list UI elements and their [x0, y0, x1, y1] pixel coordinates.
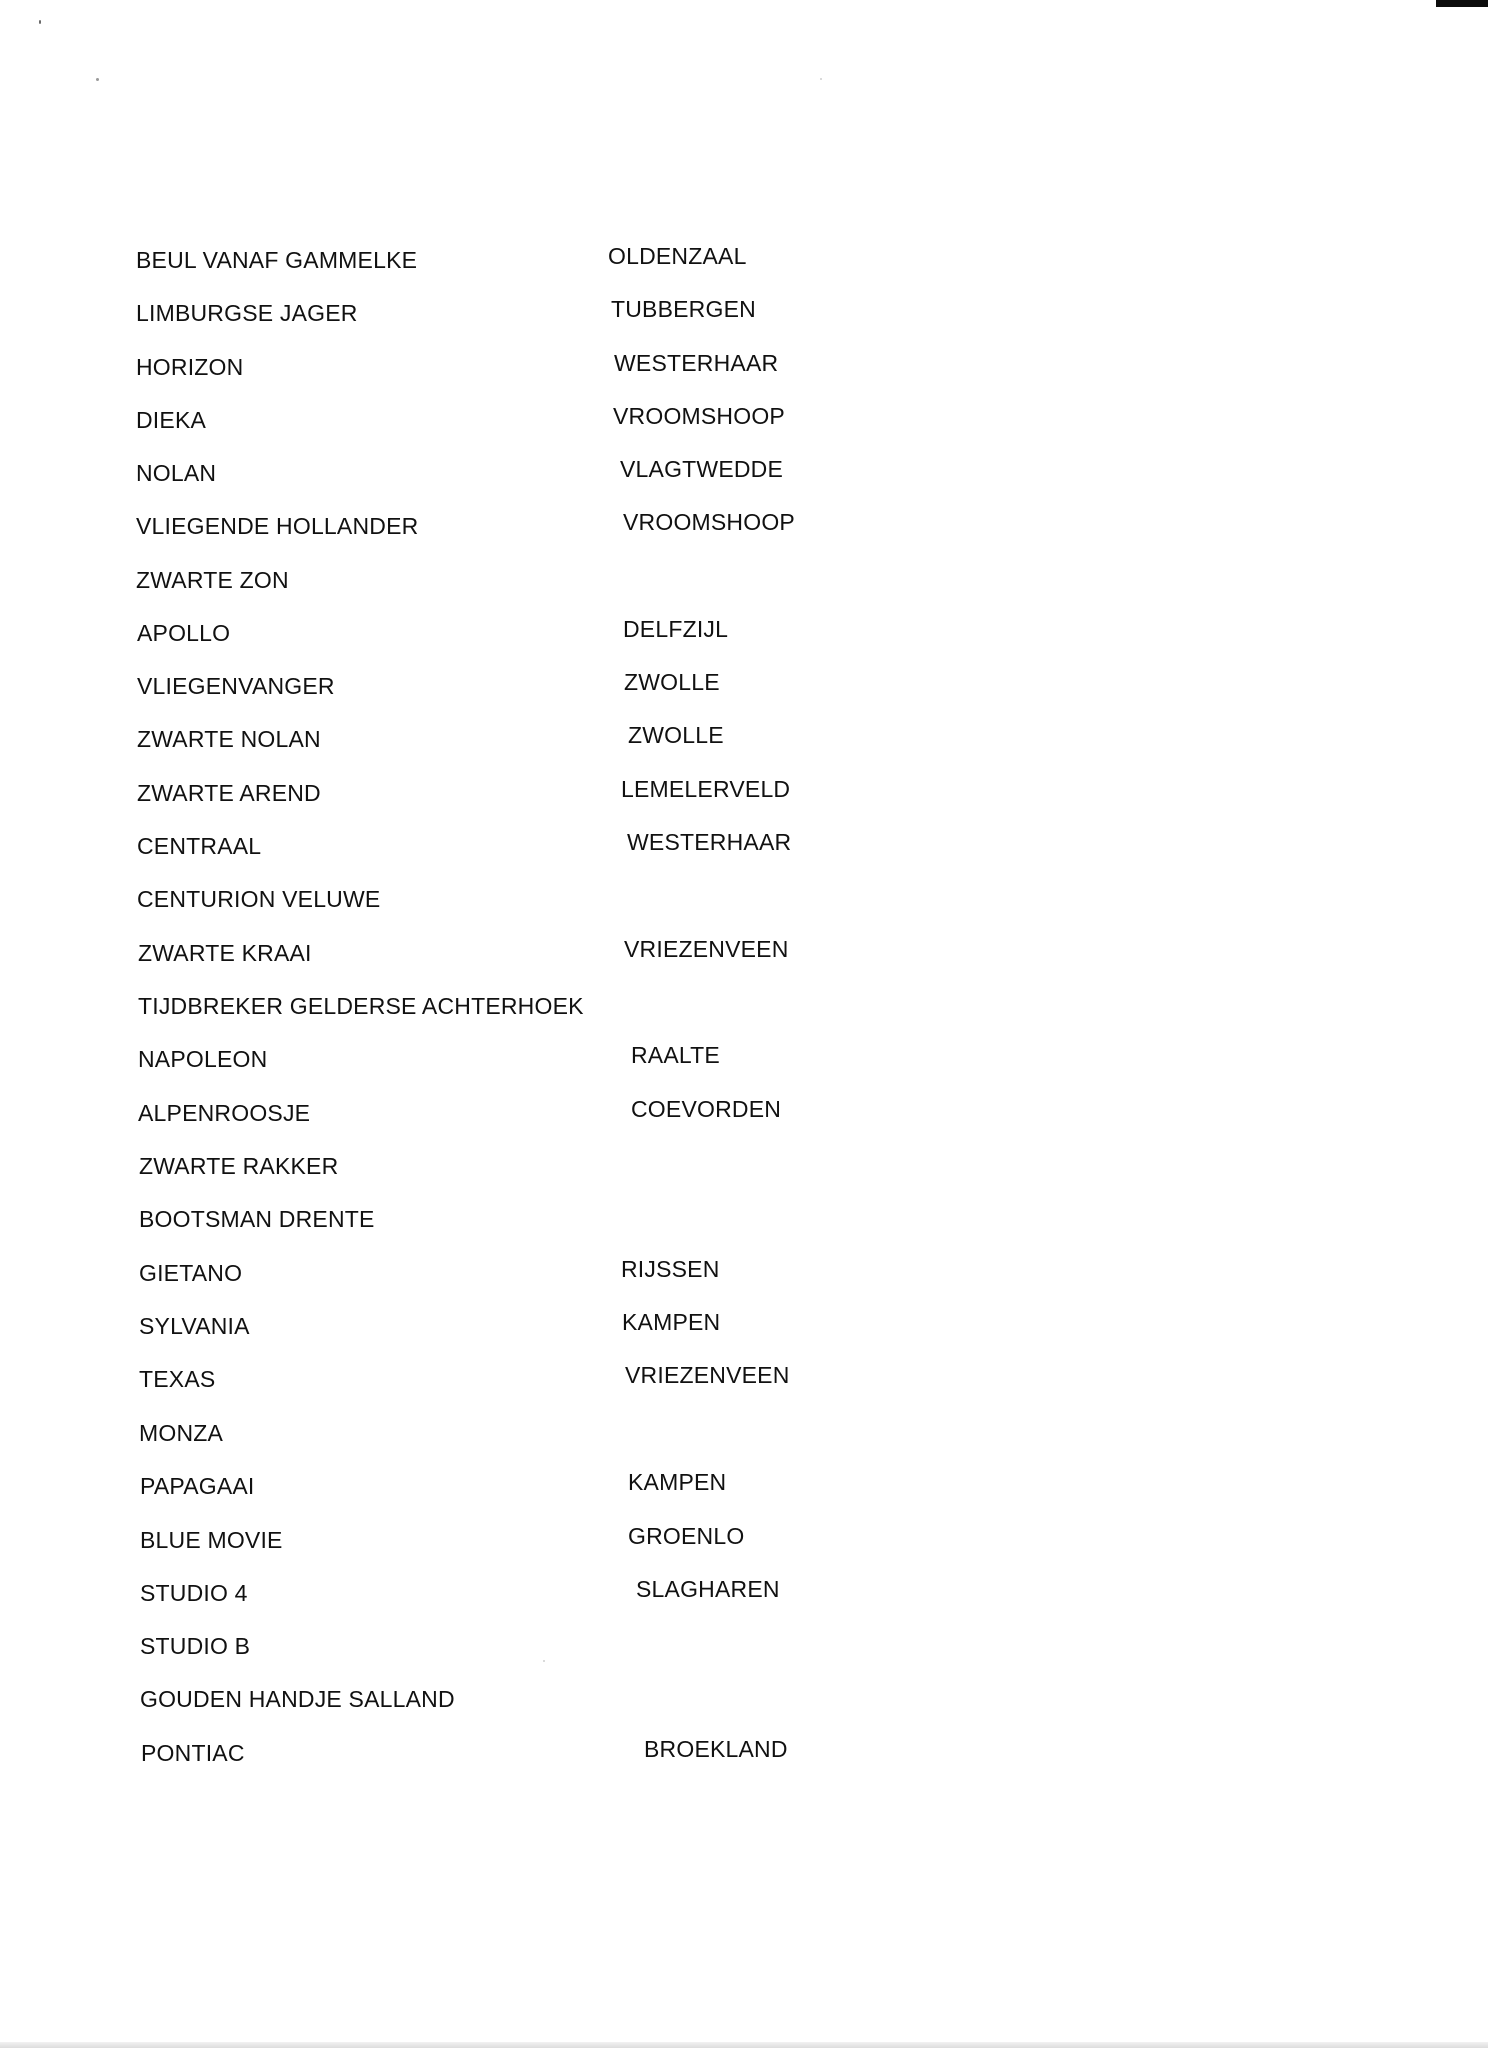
list-item — [0, 724, 1488, 764]
list-item — [0, 938, 1488, 978]
list-item — [0, 991, 1488, 1031]
item-name: PONTIAC — [141, 1740, 245, 1766]
list-item — [0, 298, 1488, 338]
list-item — [0, 405, 1488, 445]
list-item — [0, 1364, 1488, 1404]
item-place: VLAGTWEDDE — [620, 456, 784, 482]
list-item — [0, 671, 1488, 711]
item-name: BOOTSMAN DRENTE — [139, 1206, 375, 1232]
item-name: SYLVANIA — [139, 1313, 250, 1339]
item-place: ZWOLLE — [628, 722, 724, 748]
item-name: VLIEGENVANGER — [137, 673, 335, 699]
list-item — [0, 778, 1488, 818]
item-name: STUDIO 4 — [140, 1580, 248, 1606]
item-name: ZWARTE RAKKER — [139, 1153, 339, 1179]
item-name: CENTRAAL — [137, 833, 262, 859]
list-item — [0, 511, 1488, 551]
item-place: VROOMSHOOP — [623, 509, 795, 535]
item-place: KAMPEN — [628, 1469, 727, 1495]
item-name: NAPOLEON — [138, 1046, 268, 1072]
item-place: WESTERHAAR — [614, 350, 779, 376]
item-name: VLIEGENDE HOLLANDER — [136, 513, 419, 539]
item-place: VROOMSHOOP — [613, 403, 785, 429]
list-item — [0, 245, 1488, 285]
list-item — [0, 831, 1488, 871]
list-item — [0, 1098, 1488, 1138]
item-place: SLAGHAREN — [636, 1576, 780, 1602]
list-item — [0, 1311, 1488, 1351]
list-item — [0, 1151, 1488, 1191]
list-item — [0, 1204, 1488, 1244]
item-place: ZWOLLE — [624, 669, 720, 695]
item-place: DELFZIJL — [623, 616, 729, 642]
list-item — [0, 565, 1488, 605]
item-place: KAMPEN — [622, 1309, 721, 1335]
item-name: GOUDEN HANDJE SALLAND — [140, 1686, 455, 1712]
list-item — [0, 352, 1488, 392]
item-name: APOLLO — [137, 620, 231, 646]
item-name: TEXAS — [139, 1366, 216, 1392]
item-name: HORIZON — [136, 354, 244, 380]
list-item — [0, 618, 1488, 658]
list-item — [0, 1258, 1488, 1298]
item-place: COEVORDEN — [631, 1096, 782, 1122]
item-name: DIEKA — [136, 407, 207, 433]
item-place: BROEKLAND — [644, 1736, 788, 1762]
item-place: VRIEZENVEEN — [624, 936, 789, 962]
item-name: GIETANO — [139, 1260, 243, 1286]
list-item — [0, 1684, 1488, 1724]
list-item — [0, 1418, 1488, 1458]
item-place: RIJSSEN — [621, 1256, 720, 1282]
item-place: OLDENZAAL — [608, 243, 747, 269]
item-name: LIMBURGSE JAGER — [136, 300, 358, 326]
list-item — [0, 884, 1488, 924]
item-name: BEUL VANAF GAMMELKE — [136, 247, 418, 273]
item-place: WESTERHAAR — [627, 829, 792, 855]
list-item — [0, 1578, 1488, 1618]
list-item — [0, 1471, 1488, 1511]
item-name: CENTURION VELUWE — [137, 886, 381, 912]
item-name: ALPENROOSJE — [138, 1100, 311, 1126]
item-name: ZWARTE NOLAN — [137, 726, 321, 752]
item-name: BLUE MOVIE — [140, 1527, 283, 1553]
item-name: ZWARTE ZON — [136, 567, 289, 593]
list-item — [0, 458, 1488, 498]
item-place: LEMELERVELD — [621, 776, 791, 802]
list-item — [0, 1044, 1488, 1084]
item-name: TIJDBREKER GELDERSE ACHTERHOEK — [138, 993, 584, 1019]
item-place: GROENLO — [628, 1523, 745, 1549]
item-name: ZWARTE KRAAI — [138, 940, 312, 966]
list-item — [0, 1525, 1488, 1565]
list-item — [0, 1738, 1488, 1778]
item-name: ZWARTE AREND — [137, 780, 321, 806]
item-name: MONZA — [139, 1420, 224, 1446]
item-place: VRIEZENVEEN — [625, 1362, 790, 1388]
item-name: STUDIO B — [140, 1633, 251, 1659]
list-item — [0, 1631, 1488, 1671]
item-place: RAALTE — [631, 1042, 720, 1068]
item-place: TUBBERGEN — [611, 296, 756, 322]
item-name: NOLAN — [136, 460, 217, 486]
item-name: PAPAGAAI — [140, 1473, 255, 1499]
